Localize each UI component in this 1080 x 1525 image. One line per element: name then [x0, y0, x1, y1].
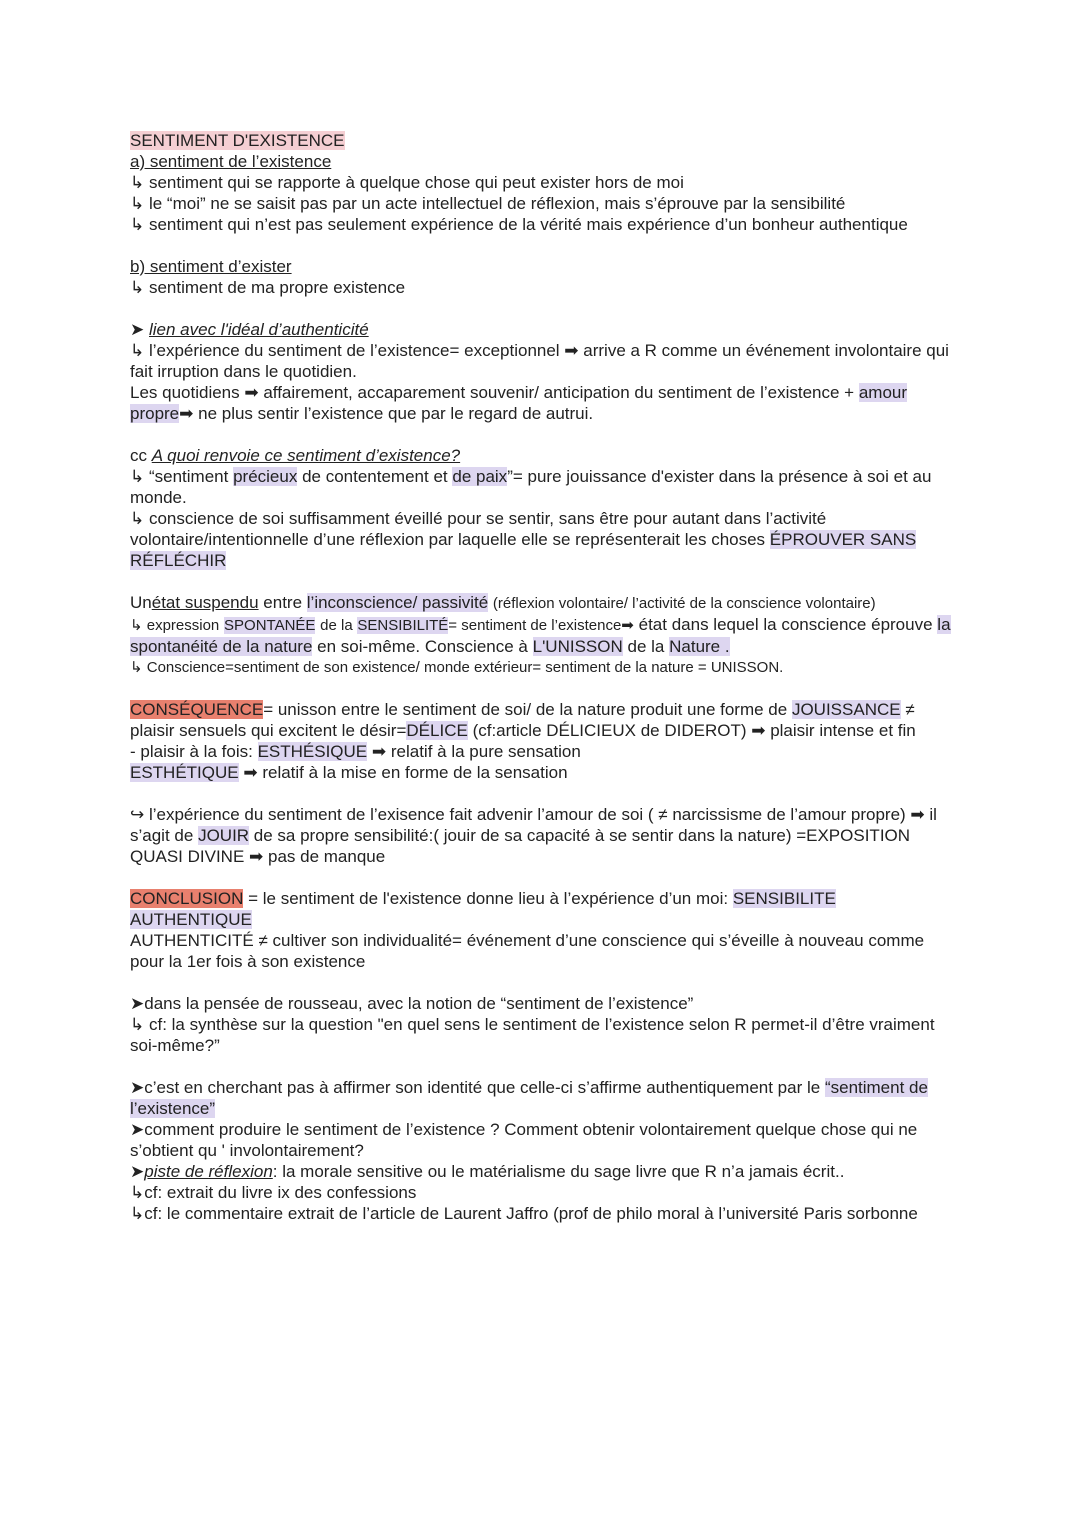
lien-title: lien avec l'idéal d’authenticité: [148, 320, 369, 339]
spacer: [130, 298, 960, 319]
lien-item: [130, 382, 960, 424]
highlight: SENSIBILITÉ: [357, 617, 449, 634]
piste-title: piste de réflexion: [144, 1162, 273, 1181]
highlight: SPONTANÉE: [224, 617, 316, 634]
section-a-item: ↳ sentiment qui n’est pas seulement expérience de la vérité mais expérience d’un bonheur authentique: [130, 215, 908, 234]
arrow-bullet-icon: ➤: [130, 1162, 145, 1181]
esthetique-line: [130, 762, 960, 783]
text-run: de la: [627, 637, 665, 656]
highlight: ESTHÉTIQUE: [130, 763, 239, 782]
highlight: L'UNISSON: [532, 637, 623, 656]
cc-item: [130, 508, 960, 571]
title-line: [130, 130, 960, 151]
text-run: (cf:article DÉLICIEUX de DIDEROT) ➡ plaisir intense et fin: [472, 721, 916, 740]
spacer: [130, 783, 960, 804]
arrow-bullet-icon: ➤: [130, 320, 145, 339]
text-run: de la: [320, 617, 353, 634]
doc-title: SENTIMENT D'EXISTENCE: [130, 131, 345, 150]
text-run: ≠ plaisir sensuels qui excitent le désir=: [130, 700, 915, 740]
cc-item: [130, 466, 960, 508]
section-a-title: a) sentiment de l’existence: [130, 152, 332, 171]
spacer: [130, 424, 960, 445]
text-run: ↳ conscience de soi suffisamment éveillé pour se sentir, sans être pour autant dans l’activité volontaire/intentionnelle d’une réflexion par laquelle elle se représenterait les choses: [130, 509, 827, 549]
cf-item: ↳cf: le commentaire extrait de l’article de Laurent Jaffro (prof de philo moral à l’université Paris sorbonne: [130, 1204, 918, 1223]
text-run: = sentiment de l’existence➡: [448, 617, 634, 634]
section-a-item: ↳ le “moi” ne se saisit pas par un acte intellectuel de réflexion, mais s’éprouve par la sensibilité: [130, 194, 846, 213]
consequence-line: [130, 699, 960, 741]
conclusion-line: [130, 888, 960, 930]
highlight: ESTHÉSIQUE: [257, 742, 368, 761]
spacer: [130, 571, 960, 592]
highlight: DÉLICE: [406, 721, 468, 740]
cc-title: A quoi renvoie ce sentiment d’existence?: [151, 446, 461, 465]
lien-heading: [130, 319, 960, 340]
text-run: ➡ ne plus sentir l’existence que par le regard de autrui.: [179, 404, 594, 423]
text-run: de contentement et: [302, 467, 448, 486]
highlight: JOUISSANCE: [791, 700, 901, 719]
text-run: ➤c’est en cherchant pas à affirmer son identité que celle-ci s’affirme authentiquement par le: [130, 1078, 821, 1097]
highlight: SENSIBILITE AUTHENTIQUE: [130, 889, 836, 929]
text-run: (réflexion volontaire/ l’activité de la conscience volontaire): [492, 595, 876, 612]
highlight: JOUIR: [198, 826, 250, 845]
rousseau-item: ↳ cf: la synthèse sur la question "en quel sens le sentiment de l’existence selon R permet-il d’être vraiment soi-même?”: [130, 1015, 935, 1055]
section-a-heading: [130, 151, 960, 172]
amour-line: [130, 804, 960, 867]
section-b-title: b) sentiment d’exister: [130, 257, 292, 276]
text-run: en soi-même. Conscience à: [317, 637, 528, 656]
text-run: ↳ “sentiment: [130, 467, 229, 486]
conclusion-item: AUTHENTICITÉ ≠ cultiver son individualité= événement d’une conscience qui s’éveille à nouveau comme pour la 1er fois à son existence: [130, 931, 925, 971]
text-run: = le sentiment de l'existence donne lieu à l’expérience d’un moi:: [248, 889, 729, 908]
section-b-heading: [130, 256, 960, 277]
text-run: ➡ relatif à la mise en forme de la sensation: [243, 763, 568, 782]
rousseau-line: ➤dans la pensée de rousseau, avec la notion de “sentiment de l’existence”: [130, 994, 694, 1013]
spacer: [130, 867, 960, 888]
highlight: de paix: [452, 467, 508, 486]
text-run: ➡ relatif à la pure sensation: [371, 742, 581, 761]
chercher-line: [130, 1077, 960, 1119]
etat-line: [130, 592, 960, 614]
highlight: ÉPROUVER SANS RÉFLÉCHIR: [130, 530, 917, 570]
spacer: [130, 972, 960, 993]
highlight: l’inconscience/ passivité: [306, 593, 489, 612]
text-run: ↪ l’expérience du sentiment de l’exisence fait advenir l’amour de soi ( ≠ narcissisme de l’amour propre) ➡ il s’agit de: [130, 805, 937, 845]
text-run: Les quotidiens ➡ affairement, accaparement souvenir/ anticipation du sentiment de l’existence +: [130, 383, 855, 402]
plaisir-line: [130, 741, 960, 762]
text-run: Un: [130, 593, 152, 612]
spacer: [130, 235, 960, 256]
spacer: [130, 1056, 960, 1077]
text-run: : la morale sensitive ou le matérialisme du sage livre que R n’a jamais écrit..: [272, 1162, 845, 1181]
lien-item: ↳ l’expérience du sentiment de l’existence= exceptionnel ➡ arrive a R comme un événement involontaire qui fait irruption dans le quotidien.: [130, 341, 949, 381]
text-run: - plaisir à la fois:: [130, 742, 253, 761]
cc-heading: [130, 445, 960, 466]
document-page: [130, 130, 960, 1224]
underlined: état suspendu: [151, 593, 259, 612]
text-run: = unisson entre le sentiment de soi/ de la nature produit une forme de: [263, 700, 788, 719]
highlight: la spontanéité de la nature: [130, 615, 951, 656]
highlight: amour propre: [130, 383, 908, 423]
highlight-red: CONSÉQUENCE: [130, 700, 264, 719]
highlight-red: CONCLUSION: [130, 889, 244, 908]
highlight: “sentiment de l’existence”: [130, 1078, 928, 1118]
text-run: état dans lequel la conscience éprouve: [638, 615, 933, 634]
produire-line: ➤comment produire le sentiment de l’existence ? Comment obtenir volontairement quelque chose qui ne s’obtient qu ' involontairement?: [130, 1120, 918, 1160]
text-run: de sa propre sensibilité:( jouir de sa capacité à se sentir dans la nature) =EXPOSITION QUASI DIVINE ➡ pas de manque: [130, 826, 911, 866]
expression-item: ↳ Conscience=sentiment de son existence/ monde extérieur= sentiment de la nature = UNISSON.: [130, 659, 784, 676]
text-run: entre: [263, 593, 303, 612]
section-a-item: ↳ sentiment qui se rapporte à quelque chose qui peut exister hors de moi: [130, 173, 684, 192]
expression-line: [130, 614, 960, 657]
cf-item: ↳cf: extrait du livre ix des confessions: [130, 1183, 417, 1202]
spacer: [130, 678, 960, 699]
cc-prefix: cc: [130, 446, 147, 465]
highlight: précieux: [233, 467, 298, 486]
section-b-item: ↳ sentiment de ma propre existence: [130, 278, 406, 297]
piste-line: [130, 1161, 960, 1182]
highlight: Nature .: [669, 637, 730, 656]
text-run: ↳ expression: [130, 617, 220, 634]
text-run: ”= pure jouissance d'exister dans la présence à soi et au monde.: [130, 467, 932, 507]
